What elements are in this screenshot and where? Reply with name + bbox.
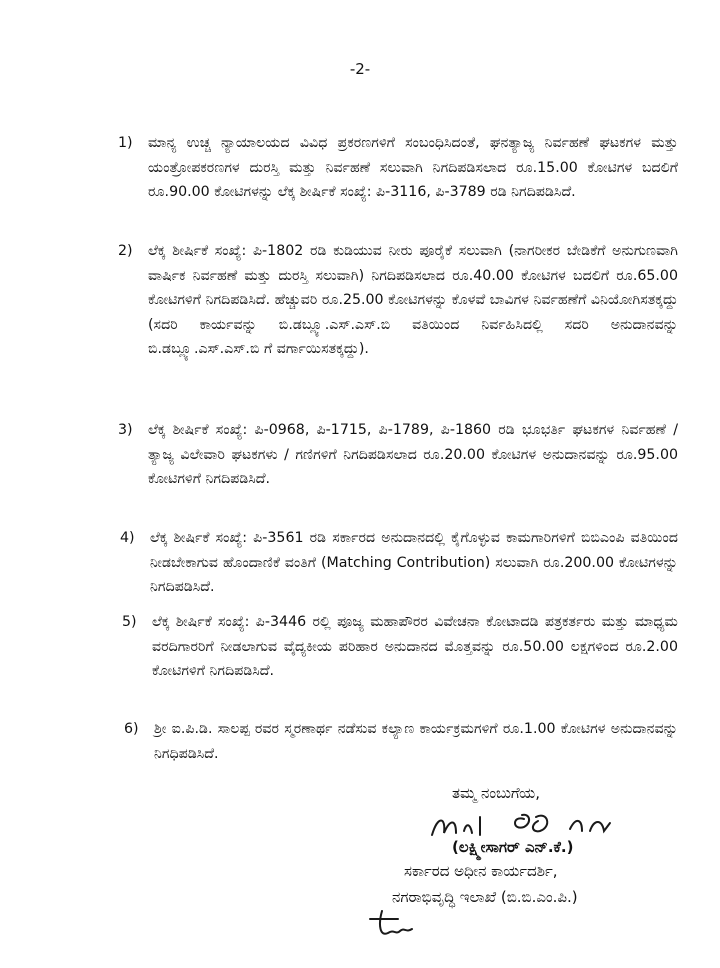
item-text: ಲೆಕ್ಕ ಶೀರ್ಷಿಕೆ ಸಂಖ್ಯೆ: ಪಿ-3561 ರಡಿ ಸರ್ಕಾರದ ಅನುದಾನದಲ್ಲಿ ಕೈಗೊಳ್ಳುವ ಕಾಮಗಾರಿಗಳಿಗೆ ಬಿಬಿಎಂಪಿ ವತಿಯಿಂದ ನೀಡಬೇಕಾಗುವ ಹೊಂದಾಣಿಕೆ ವಂತಿಗೆ (Matching Contribution) ಸಲುವಾಗಿ ರೂ.200.00 ಕೋಟಿಗಳನ್ನು ನಿಗದಿಪಡಿಸಿದೆ. [150, 530, 678, 595]
list-item-1 [118, 131, 678, 205]
closing-salutation: ತಮ್ಮ ನಂಬುಗೆಯ, [452, 784, 541, 802]
list-item-3 [118, 418, 678, 492]
signer-name: (ಲಕ್ಷ್ಮೀಸಾಗರ್ ಎನ್.ಕೆ.) [452, 838, 574, 856]
item-text: ಲೆಕ್ಕ ಶೀರ್ಷಿಕೆ ಸಂಖ್ಯೆ: ಪಿ-1802 ರಡಿ ಕುಡಿಯುವ ನೀರು ಪೂರೈಕೆ ಸಲುವಾಗಿ (ನಾಗರೀಕರ ಬೇಡಿಕೆಗೆ ಅನುಗುಣವಾಗಿ ವಾರ್ಷಿಕ ನಿರ್ವಹಣೆ ಮತ್ತು ದುರಸ್ತಿ ಸಲುವಾಗಿ) ನಿಗದಿಪಡಿಸಲಾದ ರೂ.40.00 ಕೋಟಿಗಳ ಬದಲಿಗೆ ರೂ.65.00 ಕೋಟಿಗಳಿಗೆ ನಿಗದಿಪಡಿಸಿದೆ. ಹೆಚ್ಚುವರಿ ರೂ.25.00 ಕೋಟಿಗಳನ್ನು ಕೊಳವೆ ಬಾವಿಗಳ ನಿರ್ವಹಣೆಗೆ ವಿನಿಯೋಗಿಸತಕ್ಕದ್ದು (ಸದರಿ ಕಾರ್ಯವನ್ನು ಬಿ.ಡಬ್ಲ್ಯೂ.ಎಸ್.ಎಸ್.ಬಿ ವತಿಯಿಂದ ನಿರ್ವಹಿಸಿದಲ್ಲಿ ಸದರಿ ಅನುದಾನವನ್ನು ಬಿ.ಡಬ್ಲ್ಯೂ.ಎಸ್.ಎಸ್.ಬಿ ಗೆ ವರ್ಗಾಯಿಸತಕ್ಕದ್ದು). [148, 243, 678, 357]
page-number: -2- [349, 60, 371, 78]
item-text: ಶ್ರೀ ಐ.ಪಿ.ಡಿ. ಸಾಲಪ್ಪ ರವರ ಸ್ಮರಣಾರ್ಥ ನಡೆಸುವ ಕಲ್ಯಾಣ ಕಾರ್ಯಕ್ರಮಗಳಿಗೆ ರೂ.1.00 ಕೋಟಿಗಳ ಅನುದಾನವನ್ನು ನಿಗಧಿಪಡಿಸಿದೆ. [154, 721, 678, 762]
item-number: 1) [118, 135, 133, 151]
item-number: 3) [118, 422, 133, 438]
list-item-2 [118, 239, 678, 362]
designation-line-1: ಸರ್ಕಾರದ ಅಧೀನ ಕಾರ್ಯದರ್ಶಿ, [404, 862, 558, 880]
item-number: 2) [118, 243, 133, 259]
designation-line-2: ನಗರಾಭಿವೃದ್ಧಿ ಇಲಾಖೆ (ಬಿ.ಬಿ.ಎಂ.ಪಿ.) [392, 888, 578, 906]
handwritten-initials [366, 905, 426, 945]
item-number: 6) [124, 721, 139, 737]
list-item-6 [124, 717, 678, 766]
item-text: ಮಾನ್ಯ ಉಚ್ಚ ನ್ಯಾಯಾಲಯದ ವಿವಿಧ ಪ್ರಕರಣಗಳಿಗೆ ಸಂಬಂಧಿಸಿದಂತೆ, ಘನತ್ಯಾಜ್ಯ ನಿರ್ವಹಣೆ ಘಟಕಗಳ ಮತ್ತು ಯಂತ್ರೋಪಕರಣಗಳ ದುರಸ್ತಿ ಮತ್ತು ನಿರ್ವಹಣೆ ಸಲುವಾಗಿ ನಿಗದಿಪಡಿಸಲಾದ ರೂ.15.00 ಕೋಟಿಗಳ ಬದಲಿಗೆ ರೂ.90.00 ಕೋಟಿಗಳನ್ನು ಲೆಕ್ಕ ಶೀರ್ಷಿಕೆ ಸಂಖ್ಯೆ: ಪಿ-3116, ಪಿ-3789 ರಡಿ ನಿಗದಿಪಡಿಸಿದೆ. [148, 135, 678, 200]
list-item-5 [122, 610, 678, 684]
item-text: ಲೆಕ್ಕ ಶೀರ್ಷಿಕೆ ಸಂಖ್ಯೆ: ಪಿ-0968, ಪಿ-1715, ಪಿ-1789, ಪಿ-1860 ರಡಿ ಭೂಭರ್ತಿ ಘಟಕಗಳ ನಿರ್ವಹಣೆ / ತ್ಯಾಜ್ಯ ವಿಲೇವಾರಿ ಘಟಕಗಳು / ಗಣಿಗಳಿಗೆ ನಿಗದಿಪಡಿಸಲಾದ ರೂ.20.00 ಕೋಟಿಗಳ ಅನುದಾನವನ್ನು ರೂ.95.00 ಕೋಟಿಗಳಿಗೆ ನಿಗದಿಪಡಿಸಿದೆ. [148, 422, 678, 487]
item-number: 4) [120, 530, 135, 546]
list-item-4 [120, 526, 678, 600]
item-text: ಲೆಕ್ಕ ಶೀರ್ಷಿಕೆ ಸಂಖ್ಯೆ: ಪಿ-3446 ರಲ್ಲಿ ಪೂಜ್ಯ ಮಹಾಪೌರರ ವಿವೇಚನಾ ಕೋಟಾದಡಿ ಪತ್ರಕರ್ತರು ಮತ್ತು ಮಾಧ್ಯಮ ವರದಿಗಾರರಿಗೆ ನೀಡಲಾಗುವ ವೈದ್ಯಕೀಯ ಪರಿಹಾರ ಅನುದಾನದ ಮೊತ್ತವನ್ನು ರೂ.50.00 ಲಕ್ಷಗಳಿಂದ ರೂ.2.00 ಕೋಟಿಗಳಿಗೆ ನಿಗದಿಪಡಿಸಿದೆ. [152, 614, 678, 679]
item-number: 5) [122, 614, 137, 630]
